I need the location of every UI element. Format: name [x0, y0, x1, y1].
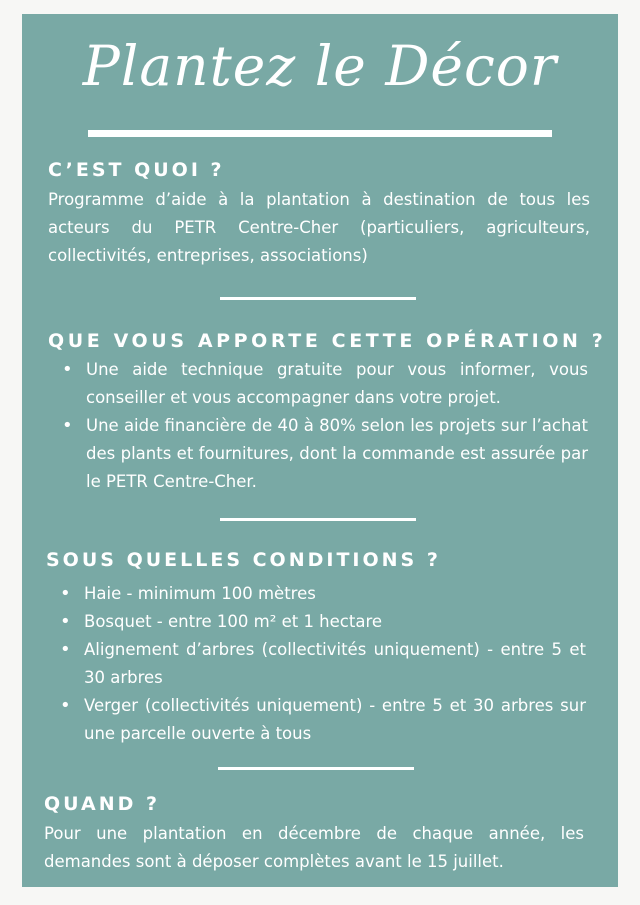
- flyer-title: Plantez le Décor: [82, 34, 558, 98]
- flyer-panel: [22, 14, 618, 887]
- list-item-text: Une aide financière de 40 à 80% selon les projets sur l’achat des plants et fournitures, dont la commande est assurée par le PETR Centre-Cher.: [86, 416, 588, 491]
- bullet-icon: •: [60, 611, 71, 632]
- section-heading-benefits: QUE VOUS APPORTE CETTE OPÉRATION ?: [48, 330, 607, 352]
- bullet-icon: •: [60, 695, 71, 716]
- section-text-what: Programme d’aide à la plantation à destination de tous les acteurs du PETR Centre-Cher (particuliers, agriculteurs, collectivités, entreprises, associations): [48, 190, 590, 265]
- section-heading-when: QUAND ?: [44, 793, 161, 815]
- bullet-icon: •: [60, 639, 71, 660]
- section-heading-conditions: SOUS QUELLES CONDITIONS ?: [46, 549, 441, 571]
- conditions-list: [60, 580, 586, 748]
- list-item: [60, 580, 586, 608]
- bullet-icon: •: [62, 359, 73, 380]
- list-item: [60, 692, 586, 748]
- list-item: [60, 608, 586, 636]
- bullet-icon: •: [60, 583, 71, 604]
- list-item-text: Bosquet - entre 100 m² et 1 hectare: [84, 612, 383, 631]
- section-text-when: Pour une plantation en décembre de chaque année, les demandes sont à déposer complètes avant le 15 juillet.: [44, 824, 584, 871]
- list-item-text: Haie - minimum 100 mètres: [84, 584, 316, 603]
- benefits-list: [62, 356, 588, 496]
- list-item-text: Verger (collectivités uniquement) - entre 5 et 30 arbres sur une parcelle ouverte à tous: [84, 696, 586, 743]
- list-item-text: Une aide technique gratuite pour vous informer, vous conseiller et vous accompagner dans votre projet.: [86, 360, 588, 407]
- list-item: [62, 356, 588, 412]
- list-item-text: Alignement d’arbres (collectivités uniquement) - entre 5 et 30 arbres: [84, 640, 586, 687]
- section-heading-what: C’EST QUOI ?: [48, 159, 225, 181]
- list-item: [60, 636, 586, 692]
- list-item: [62, 412, 588, 496]
- section-divider: [220, 518, 416, 521]
- title-underline: [88, 130, 552, 137]
- section-divider: [218, 767, 414, 770]
- bullet-icon: •: [62, 415, 73, 436]
- section-divider: [220, 297, 416, 300]
